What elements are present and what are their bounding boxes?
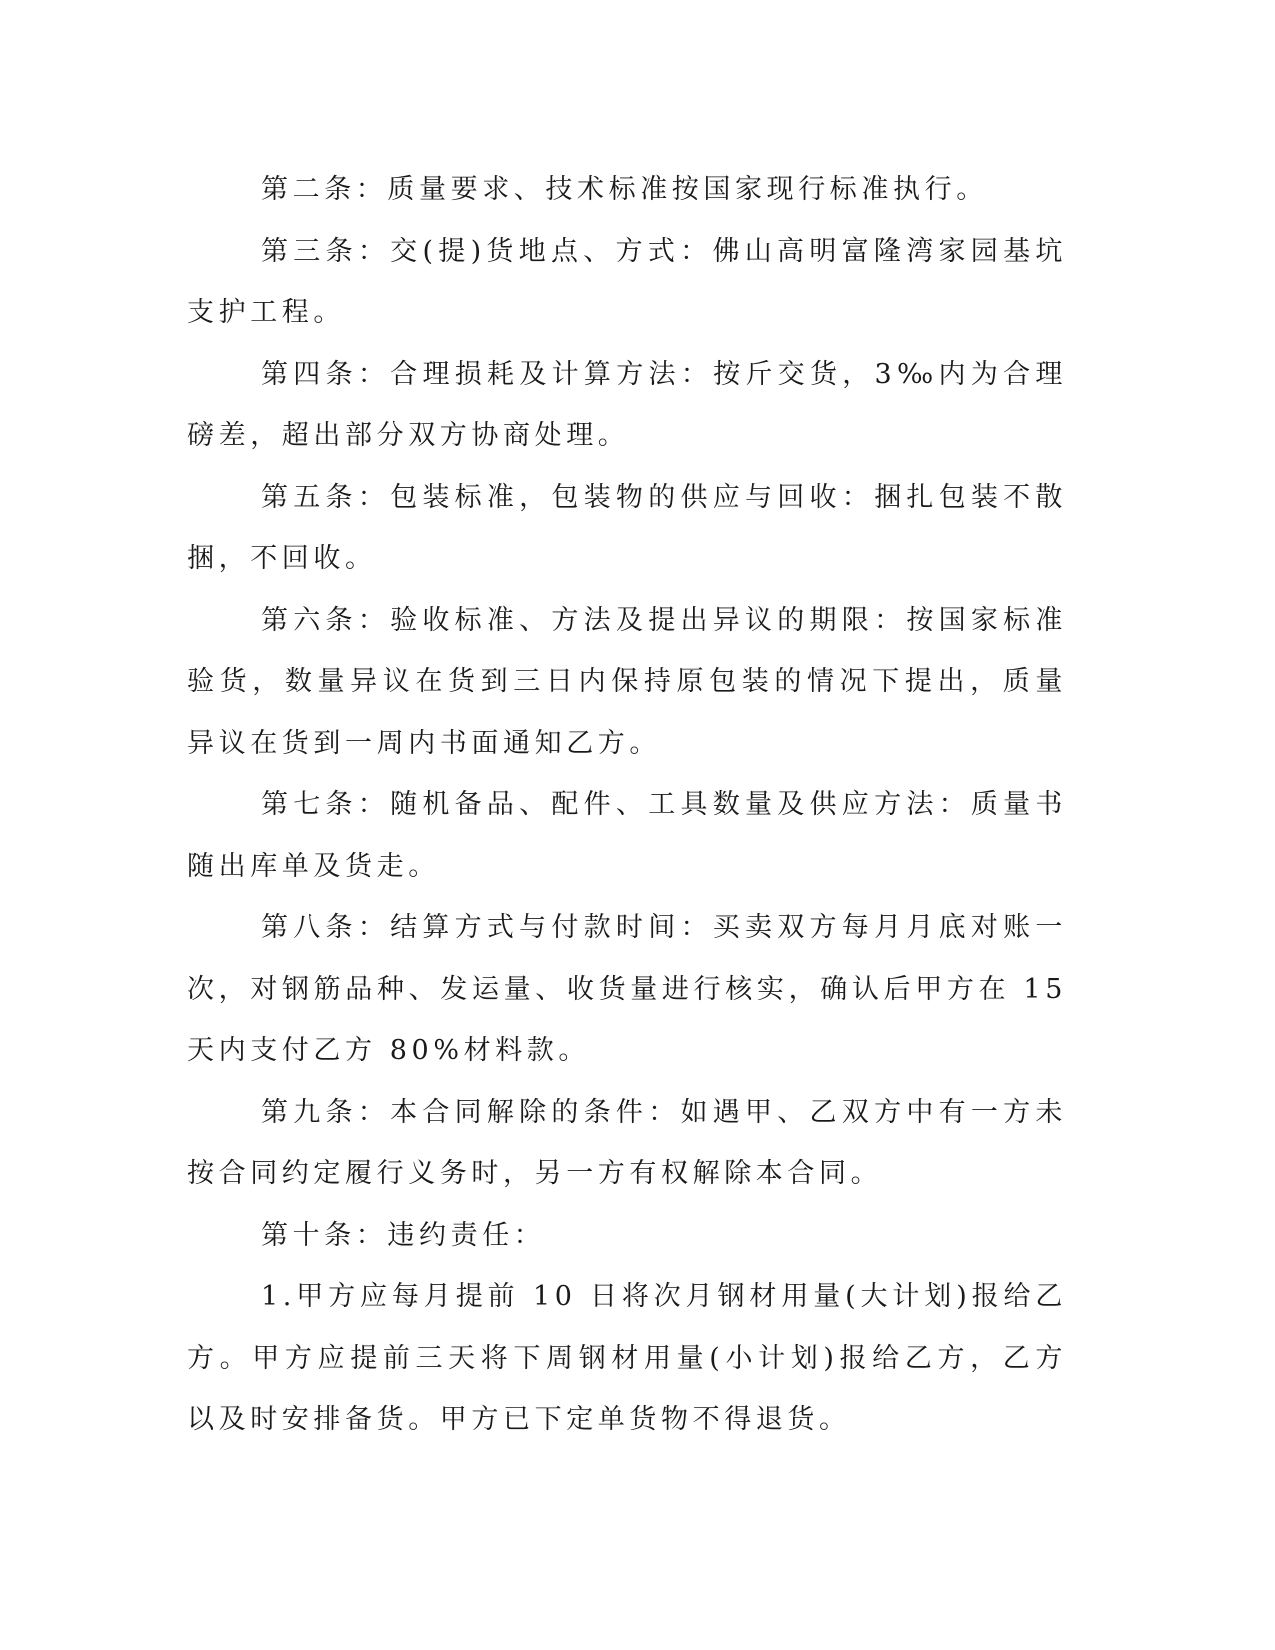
clause-3: 第三条：交(提)货地点、方式：佛山高明富隆湾家园基坑支护工程。 xyxy=(187,235,1067,328)
clause-10: 第十条：违约责任： xyxy=(261,1219,546,1251)
clause-9: 第九条：本合同解除的条件：如遇甲、乙双方中有一方未按合同约定履行义务时，另一方有权解除本合同。 xyxy=(187,1096,1067,1189)
clause-2: 第二条：质量要求、技术标准按国家现行标准执行。 xyxy=(261,174,988,205)
clause-6: 第六条：验收标准、方法及提出异议的期限：按国家标准验货，数量异议在货到三日内保持原包装的情况下提出，质量异议在货到一周内书面通知乙方。 xyxy=(187,604,1067,759)
document-page xyxy=(187,0,1067,1650)
document-body xyxy=(187,159,1067,1451)
clause-4: 第四条：合理损耗及计算方法：按斤交货，3‰内为合理磅差，超出部分双方协商处理。 xyxy=(187,358,1067,451)
clause-7: 第七条：随机备品、配件、工具数量及供应方法：质量书随出库单及货走。 xyxy=(187,789,1067,882)
clause-8: 第八条：结算方式与付款时间：买卖双方每月月底对账一次，对钢筋品种、发运量、收货量进行核实，确认后甲方在 15 天内支付乙方 80%材料款。 xyxy=(187,912,1067,1066)
clause-10-item-1: 1.甲方应每月提前 10 日将次月钢材用量(大计划)报给乙方。甲方应提前三天将下周钢材用量(小计划)报给乙方，乙方以及时安排备货。甲方已下定单货物不得退货。 xyxy=(187,1281,1067,1435)
clause-5: 第五条：包装标准，包装物的供应与回收：捆扎包装不散捆，不回收。 xyxy=(187,481,1067,574)
